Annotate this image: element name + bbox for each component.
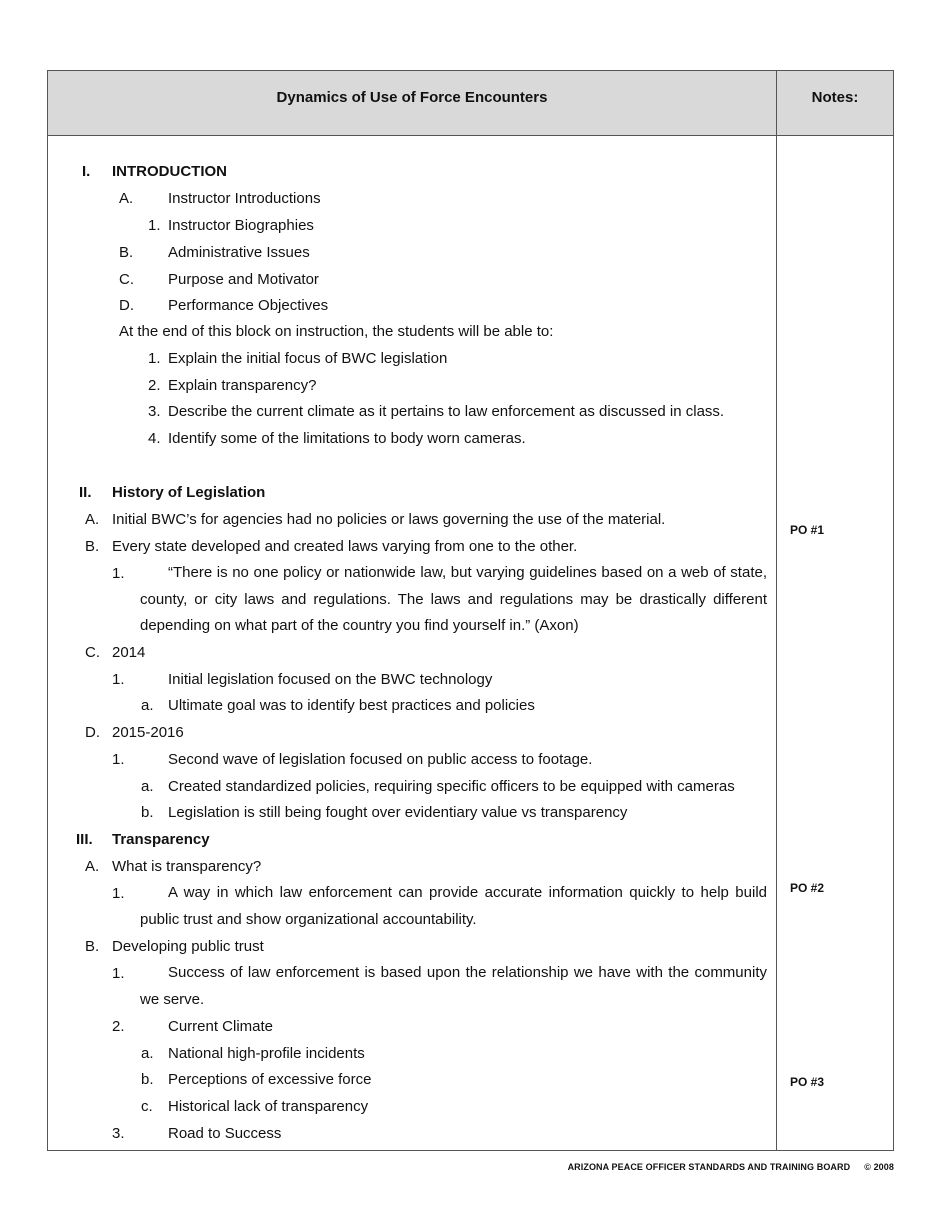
outline-marker: 1. xyxy=(112,671,125,688)
objective-item: Explain the initial focus of BWC legislation xyxy=(168,350,448,367)
outline-marker: D. xyxy=(119,297,134,314)
outline-item: 2015-2016 xyxy=(112,724,184,741)
outline-marker: 1. xyxy=(112,751,125,768)
outline-item: Administrative Issues xyxy=(168,244,310,261)
outline-marker: b. xyxy=(141,804,154,821)
outline-item: Performance Objectives xyxy=(168,297,329,314)
outline-item: Initial legislation focused on the BWC technology xyxy=(168,671,493,688)
footer-copyright: © 2008 xyxy=(864,1162,894,1172)
objective-item: Describe the current climate as it pertains to law enforcement as discussed in class. xyxy=(168,403,725,420)
outline-marker: 3. xyxy=(148,403,161,420)
outline-item: Road to Success xyxy=(168,1125,282,1142)
column-divider xyxy=(776,71,777,1150)
page-title: Dynamics of Use of Force Encounters xyxy=(276,89,548,106)
objectives-intro: At the end of this block on instruction, the students will be able to: xyxy=(119,323,554,340)
objective-item: Explain transparency? xyxy=(168,377,317,394)
outline-item: Perceptions of excessive force xyxy=(168,1071,372,1088)
outline-item: Ultimate goal was to identify best practices and policies xyxy=(168,697,535,714)
outline-item: Created standardized policies, requiring specific officers to be equipped with cameras xyxy=(168,778,735,795)
definition-paragraph: A way in which law enforcement can provide accurate information quickly to help build public trust and show organizational accountability. xyxy=(140,884,767,928)
note-po1: PO #1 xyxy=(790,523,825,537)
outline-item: What is transparency? xyxy=(112,858,262,875)
table-header xyxy=(48,71,893,136)
outline-item: Instructor Introductions xyxy=(168,190,321,207)
outline-marker: 1. xyxy=(112,965,125,982)
footer-org: ARIZONA PEACE OFFICER STANDARDS AND TRAINING BOARD xyxy=(567,1162,851,1172)
outline-marker: C. xyxy=(119,271,134,288)
outline-item: Every state developed and created laws varying from one to the other. xyxy=(112,538,578,555)
outline-marker: 1. xyxy=(148,350,161,367)
section-numeral: I. xyxy=(82,163,91,180)
section-heading: INTRODUCTION xyxy=(112,163,227,180)
outline-item: Initial BWC’s for agencies had no policies or laws governing the use of the material. xyxy=(112,511,666,528)
outline-marker: B. xyxy=(85,538,100,555)
outline-item: Second wave of legislation focused on public access to footage. xyxy=(168,751,593,768)
outline-item: Purpose and Motivator xyxy=(168,271,319,288)
outline-marker: a. xyxy=(141,778,154,795)
outline-marker: a. xyxy=(141,697,154,714)
outline-marker: B. xyxy=(119,244,134,261)
notes-column-header: Notes: xyxy=(811,89,859,106)
outline-marker: 1. xyxy=(112,565,125,582)
outline-marker: A. xyxy=(119,190,134,207)
outline-marker: a. xyxy=(141,1045,154,1062)
outline-item: Historical lack of transparency xyxy=(168,1098,369,1115)
section-numeral: II. xyxy=(79,484,92,501)
outline-marker: A. xyxy=(85,858,100,875)
body-paragraph: Success of law enforcement is based upon the relationship we have with the community we serve. xyxy=(140,964,767,1008)
outline-item: Current Climate xyxy=(168,1018,274,1035)
outline-item: Instructor Biographies xyxy=(168,217,314,234)
quote-paragraph: “There is no one policy or nationwide law, but varying guidelines based on a web of state, county, or city laws and regulations. The laws and regulations may be drastically different depending on what part of the country you find yourself in.” (Axon) xyxy=(140,564,767,635)
outline-item: National high-profile incidents xyxy=(168,1045,365,1062)
outline-marker: D. xyxy=(85,724,100,741)
section-heading: Transparency xyxy=(112,831,210,848)
outline-marker: 1. xyxy=(112,885,125,902)
outline-marker: C. xyxy=(85,644,100,661)
outline-marker: 2. xyxy=(148,377,161,394)
outline-item: Legislation is still being fought over evidentiary value vs transparency xyxy=(168,804,628,821)
objective-item: Identify some of the limitations to body worn cameras. xyxy=(168,430,526,447)
outline-marker: 1. xyxy=(148,217,161,234)
outline-marker: 4. xyxy=(148,430,161,447)
outline-marker: B. xyxy=(85,938,100,955)
outline-item: 2014 xyxy=(112,644,146,661)
section-numeral: III. xyxy=(76,831,93,848)
outline-marker: b. xyxy=(141,1071,154,1088)
outline-marker: 3. xyxy=(112,1125,125,1142)
outline-item: Developing public trust xyxy=(112,938,264,955)
outline-marker: c. xyxy=(141,1098,153,1115)
outline-marker: A. xyxy=(85,511,100,528)
note-po2: PO #2 xyxy=(790,881,825,895)
note-po3: PO #3 xyxy=(790,1075,825,1089)
outline-marker: 2. xyxy=(112,1018,125,1035)
section-heading: History of Legislation xyxy=(112,484,266,501)
page-footer xyxy=(568,1162,894,1172)
